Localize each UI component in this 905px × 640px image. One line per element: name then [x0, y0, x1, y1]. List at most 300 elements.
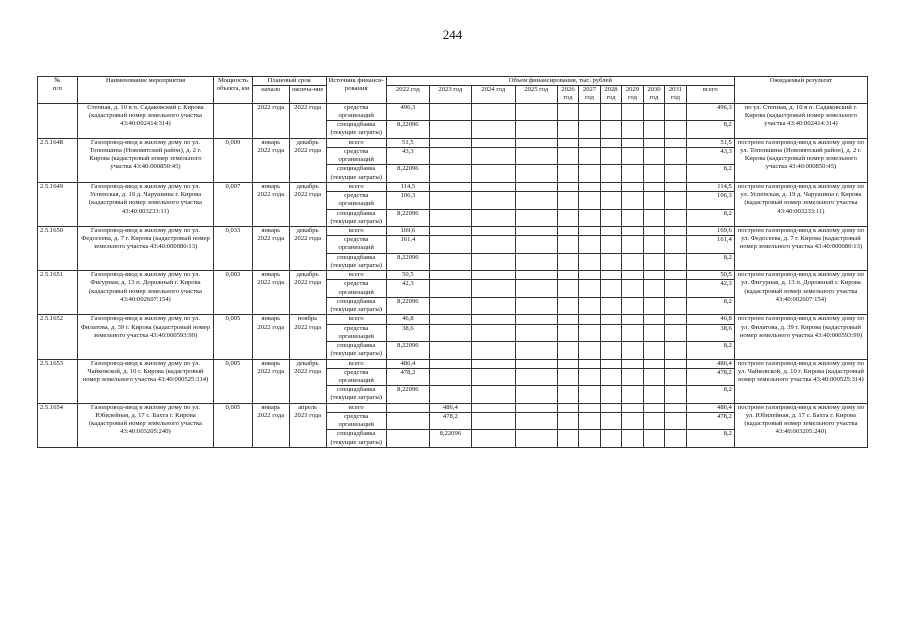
year-value-cell: [471, 315, 515, 324]
year-value-cell: [622, 324, 643, 341]
year-value-cell: [471, 236, 515, 253]
year-value-cell: [665, 412, 686, 429]
year-value-cell: [557, 359, 578, 368]
year-value-cell: [429, 368, 471, 385]
year-value-cell: [471, 226, 515, 235]
year-value-cell: [643, 271, 664, 280]
year-value-cell: [429, 359, 471, 368]
year-value-cell: [643, 165, 664, 182]
year-value-cell: [579, 412, 600, 429]
year-value-cell: [665, 386, 686, 403]
funding-source-cell: всего: [326, 182, 386, 191]
start-date-cell: январь 2022 года: [252, 271, 289, 315]
table-row: [38, 226, 868, 235]
header-start: начало: [252, 86, 289, 103]
year-value-cell: 38,6: [386, 324, 429, 341]
year-value-cell: [622, 103, 643, 120]
year-value-cell: [665, 271, 686, 280]
total-value-cell: 8,2: [686, 297, 734, 314]
year-value-cell: [557, 315, 578, 324]
year-value-cell: [557, 138, 578, 147]
year-value-cell: [643, 386, 664, 403]
year-value-cell: [600, 280, 621, 297]
year-value-cell: [471, 412, 515, 429]
year-value-cell: [515, 209, 557, 226]
year-value-cell: [622, 403, 643, 412]
year-value-cell: [579, 138, 600, 147]
year-value-cell: [665, 280, 686, 297]
year-value-cell: [622, 165, 643, 182]
header-total: всего: [686, 86, 734, 103]
expected-result-cell: построен газопровод-ввод к жилому дому по ул. Чайковской, д. 10 г. Кирова (кадастровый номер земельного участка 43:40:000525:314): [734, 359, 867, 403]
year-value-cell: [643, 182, 664, 191]
total-value-cell: 478,2: [686, 368, 734, 385]
year-value-cell: [515, 412, 557, 429]
year-value-cell: [471, 147, 515, 164]
year-value-cell: [429, 253, 471, 270]
year-value-cell: [600, 147, 621, 164]
capacity-cell: 0,005: [214, 315, 253, 359]
row-number-cell: 2.5.1653: [38, 359, 78, 403]
year-value-cell: [622, 297, 643, 314]
row-number-cell: 2.5.1648: [38, 138, 78, 182]
year-value-cell: [557, 430, 578, 447]
year-value-cell: [557, 165, 578, 182]
year-value-cell: [429, 192, 471, 209]
year-value-cell: [622, 271, 643, 280]
year-value-cell: [622, 182, 643, 191]
funding-source-cell: спецнадбавка (текущие затраты): [326, 209, 386, 226]
year-value-cell: [600, 386, 621, 403]
start-date-cell: январь 2022 года: [252, 226, 289, 270]
page-number: 244: [442, 27, 463, 42]
year-value-cell: [579, 368, 600, 385]
year-value-cell: 8,22096: [386, 297, 429, 314]
year-value-cell: [471, 297, 515, 314]
table-row: [38, 315, 868, 324]
year-value-cell: [600, 103, 621, 120]
year-value-cell: [471, 342, 515, 359]
year-value-cell: [557, 209, 578, 226]
table-body: [38, 103, 868, 447]
year-value-cell: [600, 121, 621, 138]
header-year: 2023 год: [429, 86, 471, 103]
end-date-cell: апрель 2023 года: [289, 403, 326, 447]
year-value-cell: 50,5: [386, 271, 429, 280]
total-value-cell: 8,2: [686, 342, 734, 359]
year-value-cell: [643, 359, 664, 368]
funding-source-cell: спецнадбавка (текущие затраты): [326, 342, 386, 359]
year-value-cell: [665, 368, 686, 385]
year-value-cell: [429, 121, 471, 138]
year-value-cell: [665, 403, 686, 412]
year-value-cell: [643, 315, 664, 324]
year-value-cell: [600, 297, 621, 314]
header-name: Наименование мероприятия: [77, 77, 213, 104]
year-value-cell: [622, 280, 643, 297]
year-value-cell: [643, 412, 664, 429]
total-value-cell: 161,4: [686, 236, 734, 253]
end-date-cell: 2022 года: [289, 103, 326, 138]
funding-source-cell: всего: [326, 226, 386, 235]
measure-name-cell: Газопровод-ввод к жилому дому по ул. Топоншина (Нововятский район), д. 2 г. Кирова (кадастровый номер земельного участка 43:40:000850:45): [77, 138, 213, 182]
year-value-cell: [579, 192, 600, 209]
end-date-cell: декабрь 2022 года: [289, 182, 326, 226]
year-value-cell: [515, 297, 557, 314]
year-value-cell: [471, 103, 515, 120]
year-value-cell: [643, 297, 664, 314]
header-year: 2027 год: [579, 86, 600, 103]
end-date-cell: декабрь 2022 года: [289, 138, 326, 182]
year-value-cell: [557, 324, 578, 341]
header-end: оконча-ние: [289, 86, 326, 103]
expected-result-cell: построен газопровод-ввод к жилому дому по ул. Топоншина (Нововятский район), д. 2 г. Кирова (кадастровый номер земельного участка 43:40:000850:45): [734, 138, 867, 182]
funding-source-cell: спецнадбавка (текущие затраты): [326, 121, 386, 138]
measure-name-cell: Газопровод-ввод к жилому дому по ул. Фигурная, д. 13 п. Дорожный г. Кирова (кадастровый номер земельного участка 43:40:002607:154): [77, 271, 213, 315]
year-value-cell: [429, 386, 471, 403]
header-period: Плановый срок: [252, 77, 326, 86]
funding-source-cell: средства организаций: [326, 324, 386, 341]
year-value-cell: [471, 165, 515, 182]
year-value-cell: [429, 271, 471, 280]
year-value-cell: 8,22096: [386, 386, 429, 403]
year-value-cell: [515, 315, 557, 324]
year-value-cell: [622, 368, 643, 385]
year-value-cell: [600, 359, 621, 368]
year-value-cell: [665, 359, 686, 368]
year-value-cell: [471, 121, 515, 138]
total-value-cell: 8,2: [686, 165, 734, 182]
year-value-cell: [429, 236, 471, 253]
total-value-cell: 8,2: [686, 430, 734, 447]
year-value-cell: [429, 315, 471, 324]
funding-source-cell: средства организаций: [326, 368, 386, 385]
year-value-cell: [471, 138, 515, 147]
total-value-cell: 46,8: [686, 315, 734, 324]
total-value-cell: 486,4: [686, 359, 734, 368]
row-number-cell: 2.5.1652: [38, 315, 78, 359]
year-value-cell: 496,3: [386, 103, 429, 120]
year-value-cell: [579, 271, 600, 280]
year-value-cell: [515, 138, 557, 147]
start-date-cell: январь 2022 года: [252, 403, 289, 447]
year-value-cell: [429, 342, 471, 359]
year-value-cell: [622, 342, 643, 359]
year-value-cell: [600, 271, 621, 280]
year-value-cell: [429, 103, 471, 120]
expected-result-cell: построен газопровод-ввод к жилому дому по ул. Фигурная, д. 13 п. Дорожный г. Кирова (кадастровый номер земельного участка 43:40:002607:154): [734, 271, 867, 315]
year-value-cell: 8,22096: [386, 209, 429, 226]
year-value-cell: 42,3: [386, 280, 429, 297]
total-value-cell: 486,4: [686, 403, 734, 412]
year-value-cell: [471, 280, 515, 297]
funding-source-cell: всего: [326, 138, 386, 147]
year-value-cell: [557, 412, 578, 429]
header-year: 2024 год: [471, 86, 515, 103]
funding-source-cell: спецнадбавка (текущие затраты): [326, 165, 386, 182]
total-value-cell: 8,2: [686, 209, 734, 226]
capacity-cell: 0,033: [214, 226, 253, 270]
table-row: [38, 138, 868, 147]
year-value-cell: [665, 147, 686, 164]
year-value-cell: [665, 430, 686, 447]
table-header: [38, 77, 868, 104]
year-value-cell: [665, 253, 686, 270]
year-value-cell: [622, 209, 643, 226]
table-row: [38, 182, 868, 191]
year-value-cell: [579, 121, 600, 138]
year-value-cell: [557, 280, 578, 297]
funding-source-cell: средства организаций: [326, 236, 386, 253]
year-value-cell: [515, 121, 557, 138]
year-value-cell: 478,2: [386, 368, 429, 385]
year-value-cell: [557, 368, 578, 385]
year-value-cell: 43,3: [386, 147, 429, 164]
end-date-cell: декабрь 2022 года: [289, 226, 326, 270]
year-value-cell: [600, 182, 621, 191]
header-year: 2026 год: [557, 86, 578, 103]
total-value-cell: 8,2: [686, 253, 734, 270]
measure-name-cell: Газопровод-ввод к жилому дому по ул. Чайковской, д. 10 г. Кирова (кадастровый номер земельного участка 43:40:000525:314): [77, 359, 213, 403]
capacity-cell: 0,007: [214, 182, 253, 226]
year-value-cell: [429, 147, 471, 164]
year-value-cell: [665, 324, 686, 341]
year-value-cell: [471, 324, 515, 341]
year-value-cell: [665, 192, 686, 209]
year-value-cell: [643, 368, 664, 385]
year-value-cell: [557, 121, 578, 138]
expected-result-cell: по ул. Степная, д. 10 в п. Садаковский г. Кирова (кадастровый номер земельного участка 43:40:002414:314): [734, 103, 867, 138]
year-value-cell: [665, 315, 686, 324]
year-value-cell: [600, 342, 621, 359]
year-value-cell: [429, 209, 471, 226]
year-value-cell: 8,22096: [386, 253, 429, 270]
year-value-cell: [386, 430, 429, 447]
year-value-cell: [557, 253, 578, 270]
year-value-cell: [515, 192, 557, 209]
year-value-cell: [429, 226, 471, 235]
year-value-cell: [622, 121, 643, 138]
year-value-cell: [557, 182, 578, 191]
year-value-cell: [643, 209, 664, 226]
year-value-cell: [471, 253, 515, 270]
header-result: Ожидаемый результат: [734, 77, 867, 104]
header-year: 2031 год: [665, 86, 686, 103]
capacity-cell: 0,009: [214, 138, 253, 182]
capacity-cell: 0,005: [214, 403, 253, 447]
year-value-cell: [515, 368, 557, 385]
year-value-cell: [579, 403, 600, 412]
row-number-cell: 2.5.1654: [38, 403, 78, 447]
year-value-cell: [515, 253, 557, 270]
start-date-cell: 2022 года: [252, 103, 289, 138]
funding-source-cell: всего: [326, 403, 386, 412]
year-value-cell: [471, 359, 515, 368]
year-value-cell: [600, 315, 621, 324]
year-value-cell: [643, 121, 664, 138]
start-date-cell: январь 2022 года: [252, 359, 289, 403]
year-value-cell: [557, 103, 578, 120]
year-value-cell: [557, 342, 578, 359]
year-value-cell: 51,5: [386, 138, 429, 147]
year-value-cell: [622, 412, 643, 429]
header-funding: Объем финансирования, тыс. рублей: [386, 77, 734, 86]
year-value-cell: [600, 209, 621, 226]
header-year: 2030 год: [643, 86, 664, 103]
total-value-cell: 42,3: [686, 280, 734, 297]
year-value-cell: 161,4: [386, 236, 429, 253]
year-value-cell: [515, 342, 557, 359]
year-value-cell: [515, 103, 557, 120]
total-value-cell: 51,5: [686, 138, 734, 147]
year-value-cell: [579, 324, 600, 341]
year-value-cell: 486,4: [386, 359, 429, 368]
year-value-cell: [515, 147, 557, 164]
funding-source-cell: средства организаций: [326, 192, 386, 209]
year-value-cell: [579, 147, 600, 164]
expected-result-cell: построен газопровод-ввод к жилому дому по ул. Федосеева, д. 7 г. Кирова (кадастровый номер земельного участка 43:40:000080:13): [734, 226, 867, 270]
funding-source-cell: спецнадбавка (текущие затраты): [326, 297, 386, 314]
year-value-cell: [600, 403, 621, 412]
expected-result-cell: построен газопровод-ввод к жилому дому по ул. Филатова, д. 39 г. Кирова (кадастровый номер земельного участка 43:40:000593:99): [734, 315, 867, 359]
year-value-cell: [600, 368, 621, 385]
measure-name-cell: Газопровод-ввод к жилому дому по ул. Юбилейная, д. 17 с. Бахта г. Кирова (кадастровый номер земельного участка 43:40:003205:240): [77, 403, 213, 447]
total-value-cell: 43,3: [686, 147, 734, 164]
year-value-cell: [471, 403, 515, 412]
funding-source-cell: средства организаций: [326, 103, 386, 120]
funding-source-cell: всего: [326, 315, 386, 324]
total-value-cell: 38,6: [686, 324, 734, 341]
year-value-cell: [600, 253, 621, 270]
row-number-cell: 2.5.1651: [38, 271, 78, 315]
funding-source-cell: спецнадбавка (текущие затраты): [326, 253, 386, 270]
year-value-cell: [600, 324, 621, 341]
year-value-cell: [600, 192, 621, 209]
year-value-cell: [665, 138, 686, 147]
year-value-cell: [386, 403, 429, 412]
year-value-cell: [471, 368, 515, 385]
funding-source-cell: всего: [326, 359, 386, 368]
measure-name-cell: Газопровод-ввод к жилому дому по ул. Филатова, д. 39 г. Кирова (кадастровый номер земельного участка 43:40:000593:99): [77, 315, 213, 359]
year-value-cell: [622, 253, 643, 270]
year-value-cell: 169,6: [386, 226, 429, 235]
total-value-cell: 50,5: [686, 271, 734, 280]
year-value-cell: [429, 182, 471, 191]
year-value-cell: [622, 359, 643, 368]
header-source: Источник финанси-рования: [326, 77, 386, 104]
year-value-cell: [579, 386, 600, 403]
year-value-cell: [579, 280, 600, 297]
year-value-cell: [386, 412, 429, 429]
year-value-cell: [515, 324, 557, 341]
funding-source-cell: спецнадбавка (текущие затраты): [326, 430, 386, 447]
year-value-cell: [643, 138, 664, 147]
year-value-cell: [643, 324, 664, 341]
row-number-cell: [38, 103, 78, 138]
total-value-cell: 478,2: [686, 412, 734, 429]
year-value-cell: [515, 165, 557, 182]
year-value-cell: [515, 359, 557, 368]
header-year: 2022 год: [386, 86, 429, 103]
year-value-cell: [665, 209, 686, 226]
year-value-cell: 486,4: [429, 403, 471, 412]
header-year: 2025 год: [515, 86, 557, 103]
year-value-cell: 8,22096: [386, 165, 429, 182]
year-value-cell: [429, 297, 471, 314]
total-value-cell: 496,3: [686, 103, 734, 120]
start-date-cell: январь 2022 года: [252, 182, 289, 226]
end-date-cell: декабрь 2022 года: [289, 271, 326, 315]
year-value-cell: [665, 226, 686, 235]
year-value-cell: [471, 182, 515, 191]
measure-name-cell: Газопровод-ввод к жилому дому по ул. Успенская, д. 19 д. Чарушины г. Кирова (кадастровый номер земельного участка 43:40:003233:11): [77, 182, 213, 226]
year-value-cell: [665, 236, 686, 253]
measure-name-cell: Газопровод-ввод к жилому дому по ул. Федосеева, д. 7 г. Кирова (кадастровый номер земельного участка 43:40:000080:13): [77, 226, 213, 270]
start-date-cell: январь 2022 года: [252, 315, 289, 359]
total-value-cell: 169,6: [686, 226, 734, 235]
year-value-cell: [579, 297, 600, 314]
year-value-cell: [515, 226, 557, 235]
row-number-cell: 2.5.1649: [38, 182, 78, 226]
year-value-cell: [557, 226, 578, 235]
funding-source-cell: всего: [326, 271, 386, 280]
year-value-cell: [622, 315, 643, 324]
year-value-cell: [471, 271, 515, 280]
year-value-cell: [579, 342, 600, 359]
year-value-cell: 114,5: [386, 182, 429, 191]
year-value-cell: [579, 226, 600, 235]
funding-source-cell: средства организаций: [326, 412, 386, 429]
total-value-cell: 106,3: [686, 192, 734, 209]
year-value-cell: [515, 386, 557, 403]
table-row: [38, 359, 868, 368]
year-value-cell: [643, 403, 664, 412]
year-value-cell: [579, 209, 600, 226]
year-value-cell: [557, 147, 578, 164]
capacity-cell: [214, 103, 253, 138]
table-row: [38, 403, 868, 412]
year-value-cell: [471, 386, 515, 403]
year-value-cell: [429, 138, 471, 147]
year-value-cell: [665, 103, 686, 120]
year-value-cell: [622, 147, 643, 164]
year-value-cell: [579, 236, 600, 253]
year-value-cell: [600, 226, 621, 235]
funding-source-cell: спецнадбавка (текущие затраты): [326, 386, 386, 403]
year-value-cell: [515, 280, 557, 297]
year-value-cell: [622, 226, 643, 235]
year-value-cell: [622, 430, 643, 447]
table-row: [38, 103, 868, 120]
total-value-cell: 8,2: [686, 386, 734, 403]
year-value-cell: 8,22096: [386, 342, 429, 359]
measure-name-cell: Степная, д. 10 в п. Садаковский г. Кирова (кадастровый номер земельного участка 43:40:002414:314): [77, 103, 213, 138]
year-value-cell: [665, 121, 686, 138]
year-value-cell: [600, 412, 621, 429]
start-date-cell: январь 2022 года: [252, 138, 289, 182]
year-value-cell: 8,22096: [429, 430, 471, 447]
year-value-cell: [557, 403, 578, 412]
funding-source-cell: средства организаций: [326, 280, 386, 297]
total-value-cell: 114,5: [686, 182, 734, 191]
header-year: 2028 год: [600, 86, 621, 103]
year-value-cell: [579, 103, 600, 120]
year-value-cell: [643, 103, 664, 120]
year-value-cell: [471, 430, 515, 447]
capacity-cell: 0,005: [214, 359, 253, 403]
year-value-cell: [600, 165, 621, 182]
year-value-cell: [643, 342, 664, 359]
